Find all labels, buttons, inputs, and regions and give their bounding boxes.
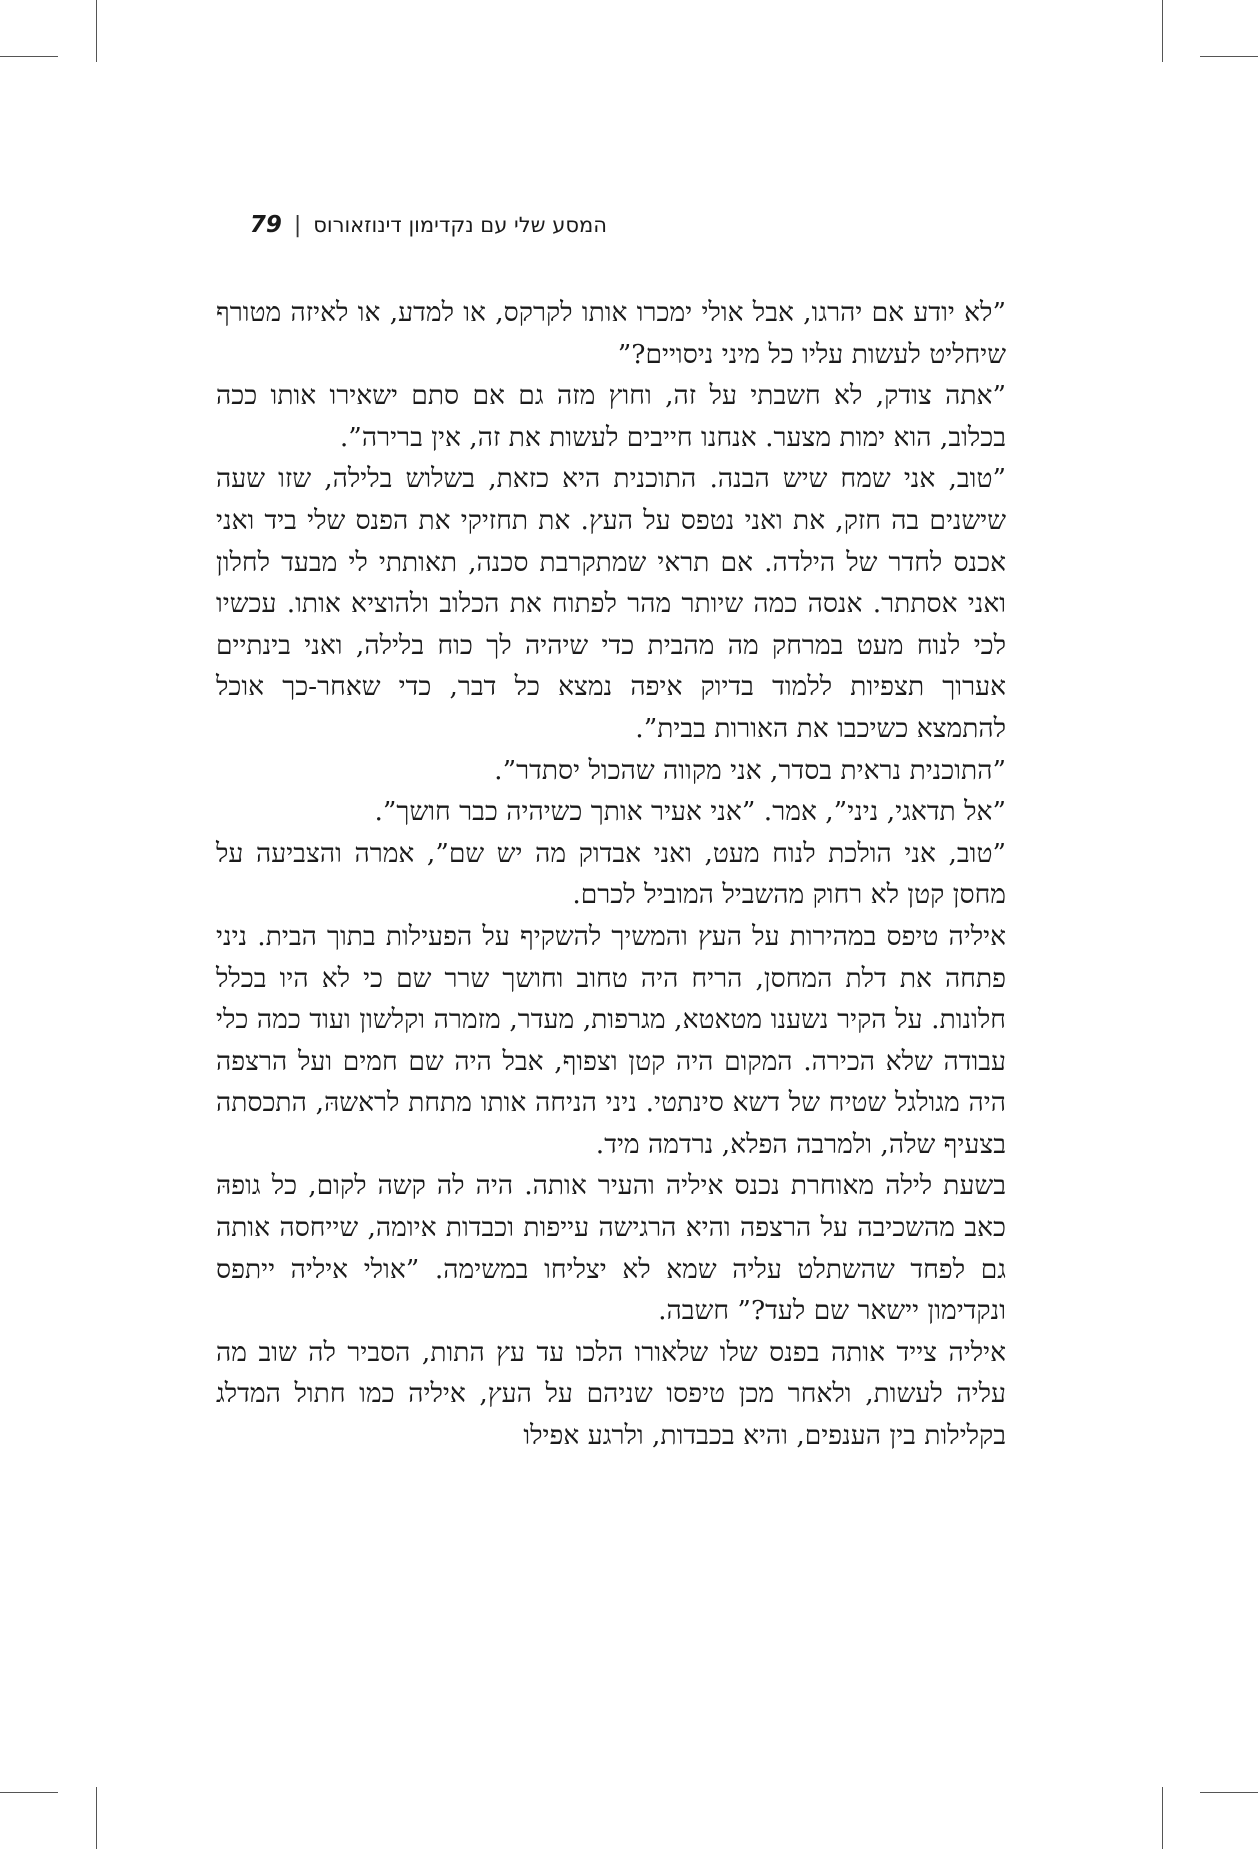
header-separator: |: [293, 212, 302, 238]
paragraph-3: ”טוב, אני שמח שיש הבנה. התוכנית היא כזאת, בשלוש בלילה, שזו שעה שישנים בה חזק, את ואני נטפס על העץ. את תחזיקי את הפנס שלי ביד ואני אכנס לחדר של הילדה. אם תראי שמתקרבת סכנה, תאותתי לי מבעד לחלון ואני אסתתר. אנסה כמה שיותר מהר לפתוח את הכלוב ולהוציא אותו. עכשיו לכי לנוח מעט במרחק מה מהבית כדי שיהיה לך כוח בלילה, ואני בינתיים אערוך תצפיות ללמוד בדיוק איפה נמצא כל דבר, כדי שאחר-כך אוכל להתמצא כשיכבו את האורות בבית”.: [216, 463, 1006, 744]
crop-mark-top-left-h: [0, 56, 58, 57]
crop-mark-bottom-right-v: [1162, 1787, 1163, 1849]
paragraph-8: בשעת לילה מאוחרת נכנס איליה והעיר אותה. היה לה קשה לקום, כל גופהּ כאב מהשכיבה על הרצפה והיא הרגישה עייפות וכבדות איומה, שייחסה אותה גם לפחד שהשתלט עליה שמא לא יצליחו במשימה. ”אולי איליה ייתפס ונקדימון יישאר שם לעד?” חשבה.: [216, 1170, 1006, 1327]
page-number: 79: [249, 212, 282, 238]
crop-mark-top-right-v: [1162, 0, 1163, 62]
book-title: המסע שלי עם נקדימון דינוזאורוס: [313, 213, 607, 237]
paragraph-7: איליה טיפס במהירות על העץ והמשיך להשקיף על הפעילות בתוך הבית. ניני פתחה את דלת המחסן, הריח היה טחוב וחושך שרר שם כי לא היו בכלל חלונות. על הקיר נשענו מטאטא, מגרפות, מעדר, מזמרה וקלשון ועוד כמה כלי עבודה שלא הכירה. המקום היה קטן וצפוף, אבל היה שם חמים ועל הרצפה היה מגולגל שטיח של דשא סינתטי. ניני הניחה אותו מתחת לראשהּ, התכסתה בצעיף שלה, ולמרבה הפלא, נרדמה מיד.: [216, 920, 1006, 1160]
crop-mark-bottom-left-h: [0, 1792, 58, 1793]
crop-mark-top-right-h: [1200, 56, 1258, 57]
running-head: [47, 208, 607, 242]
body-text: [216, 292, 1006, 1457]
paragraph-6: ”טוב, אני הולכת לנוח מעט, ואני אבדוק מה יש שם”, אמרה והצביעה על מחסן קטן לא רחוק מהשביל המוביל לכרם.: [216, 837, 1006, 911]
crop-mark-top-left-v: [96, 0, 97, 62]
paragraph-2: ”אתה צודק, לא חשבתי על זה, וחוץ מזה גם אם סתם ישאירו אותו ככה בכלוב, הוא ימות מצער. אנחנו חייבים לעשות את זה, אין ברירה”.: [216, 380, 1006, 453]
crop-mark-bottom-left-v: [96, 1787, 97, 1849]
paragraph-1: ”לא יודע אם יהרגו, אבל אולי ימכרו אותו לקרקס, או למדע, או לאיזה מטורף שיחליט לעשות עליו כל מיני ניסויים?”: [216, 297, 1006, 370]
paragraph-9: איליה צייד אותה בפנס שלו שלאורו הלכו עד עץ התות, הסביר לה שוב מה עליה לעשות, ולאחר מכן טיפסו שניהם על העץ, איליה כמו חתול המדלג בקלילות בין הענפים, והיא בכבדות, ולרגע אפילו: [216, 1336, 1006, 1452]
crop-mark-bottom-right-h: [1200, 1792, 1258, 1793]
paragraph-4: ”התוכנית נראית בסדר, אני מקווה שהכול יסתדר”.: [494, 754, 1006, 786]
paragraph-5: ”אל תדאגי, ניני”, אמר. ”אני אעיר אותך כשיהיה כבר חושך”.: [374, 796, 1006, 828]
